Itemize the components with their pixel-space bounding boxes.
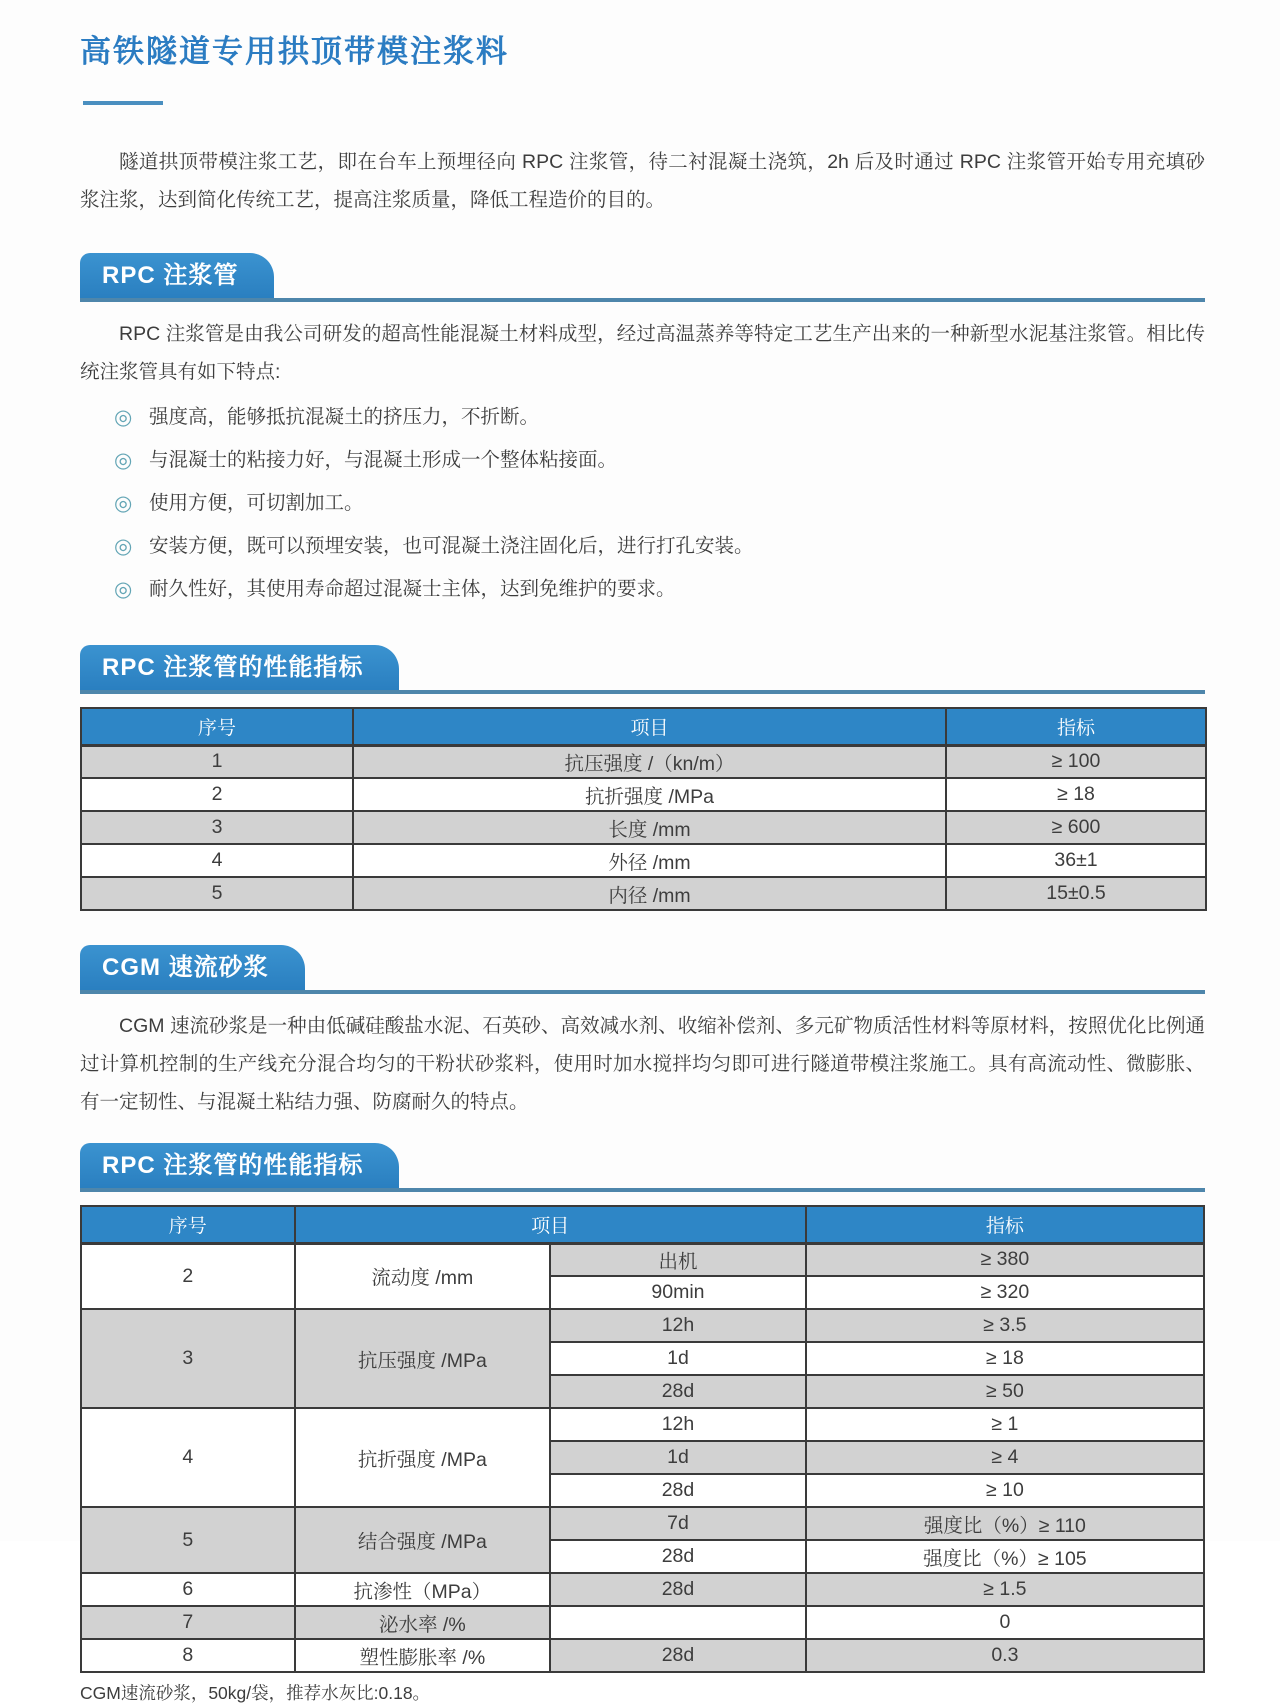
cell-seq: 7 (81, 1606, 295, 1639)
cell-value: ≥ 10 (806, 1474, 1204, 1507)
list-item (114, 568, 1205, 611)
column-header-value: 指标 (946, 708, 1206, 745)
cell-seq: 4 (81, 1408, 295, 1507)
table-row (81, 1309, 1204, 1342)
section-banner-cgm: CGM 速流砂浆 (80, 945, 305, 990)
section-banner-rpc-pipe: RPC 注浆管 (80, 253, 274, 298)
cell-item: 抗渗性（MPa） (295, 1573, 551, 1606)
section-rpc-pipe (80, 253, 1205, 302)
cell-condition: 出机 (550, 1243, 806, 1276)
cell-condition: 1d (550, 1342, 806, 1375)
cell-value: 强度比（%）≥ 105 (806, 1540, 1204, 1573)
table-header-row (81, 708, 1206, 745)
table-row (81, 1408, 1204, 1441)
cell-value: ≥ 18 (946, 778, 1206, 811)
cell-condition: 28d (550, 1540, 806, 1573)
table-row (81, 1606, 1204, 1639)
footnote: CGM速流砂浆，50kg/袋，推荐水灰比:0.18。 (80, 1683, 431, 1703)
list-item-text: 使用方便，可切割加工。 (149, 492, 364, 514)
section-cgm-performance (80, 1143, 1205, 1192)
cell-condition: 90min (550, 1276, 806, 1309)
cell-item: 流动度 /mm (295, 1243, 551, 1309)
cell-item: 抗折强度 /MPa (295, 1408, 551, 1507)
section-banner-cgm-performance: RPC 注浆管的性能指标 (80, 1143, 399, 1188)
list-item (114, 525, 1205, 568)
cell-item: 外径 /mm (353, 844, 946, 877)
cell-item: 抗折强度 /MPa (353, 778, 946, 811)
cell-item: 结合强度 /MPa (295, 1507, 551, 1573)
cell-condition: 12h (550, 1408, 806, 1441)
cell-seq: 1 (81, 745, 353, 778)
cell-condition: 7d (550, 1507, 806, 1540)
table-row (81, 877, 1206, 910)
list-item-text: 强度高，能够抵抗混凝土的挤压力，不折断。 (149, 406, 540, 428)
page-title: 高铁隧道专用拱顶带模注浆料 (80, 34, 509, 69)
cell-condition: 12h (550, 1309, 806, 1342)
section-cgm (80, 945, 1205, 994)
cell-value: 强度比（%）≥ 110 (806, 1507, 1204, 1540)
rpc-pipe-performance-table (80, 707, 1207, 911)
table-row (81, 844, 1206, 877)
cell-value: ≥ 4 (806, 1441, 1204, 1474)
table-row (81, 811, 1206, 844)
cell-value: ≥ 50 (806, 1375, 1204, 1408)
cgm-mortar-performance-table (80, 1205, 1205, 1673)
cell-value: ≥ 3.5 (806, 1309, 1204, 1342)
cell-item: 塑性膨胀率 /% (295, 1639, 551, 1672)
table-row (81, 1639, 1204, 1672)
section-banner-rpc-performance: RPC 注浆管的性能指标 (80, 645, 399, 690)
list-item (114, 439, 1205, 482)
cell-item: 抗压强度 /MPa (295, 1309, 551, 1408)
table-row (81, 1243, 1204, 1276)
cell-seq: 8 (81, 1639, 295, 1672)
cell-seq: 5 (81, 877, 353, 910)
cell-condition: 28d (550, 1474, 806, 1507)
cell-seq: 4 (81, 844, 353, 877)
table-row (81, 745, 1206, 778)
column-header-seq: 序号 (81, 1206, 295, 1243)
cell-value: ≥ 18 (806, 1342, 1204, 1375)
table-row (81, 1573, 1204, 1606)
cell-seq: 2 (81, 778, 353, 811)
cell-value: 0.3 (806, 1639, 1204, 1672)
cell-seq: 2 (81, 1243, 295, 1309)
table-row (81, 1507, 1204, 1540)
column-header-value: 指标 (806, 1206, 1204, 1243)
cell-value: ≥ 320 (806, 1276, 1204, 1309)
cell-seq: 5 (81, 1507, 295, 1573)
double-circle-bullet-icon: ◎ (114, 492, 133, 515)
cell-value: ≥ 100 (946, 745, 1206, 778)
list-item (114, 396, 1205, 439)
list-item-text: 耐久性好，其使用寿命超过混凝士主体，达到免维护的要求。 (149, 578, 676, 600)
cell-condition (550, 1606, 806, 1639)
rpc-feature-list (114, 396, 1205, 611)
double-circle-bullet-icon: ◎ (114, 578, 133, 601)
title-underline (83, 101, 163, 105)
list-item-text: 安装方便，既可以预埋安装，也可混凝土浇注固化后，进行打孔安装。 (149, 535, 754, 557)
cgm-description: CGM 速流砂浆是一种由低碱硅酸盐水泥、石英砂、高效减水剂、收缩补偿剂、多元矿物质活性材料等原材料，按照优化比例通过计算机控制的生产线充分混合均匀的干粉状砂浆料，使用时加水搅拌均匀即可进行隧道带模注浆施工。具有高流动性、微膨胀、有一定韧性、与混凝土粘结力强、防腐耐久的特点。 (80, 1015, 1205, 1113)
list-item (114, 482, 1205, 525)
double-circle-bullet-icon: ◎ (114, 449, 133, 472)
table-header-row (81, 1206, 1204, 1243)
cell-value: 0 (806, 1606, 1204, 1639)
rpc-pipe-description: RPC 注浆管是由我公司研发的超高性能混凝土材料成型，经过高温蒸养等特定工艺生产出来的一种新型水泥基注浆管。相比传统注浆管具有如下特点: (80, 323, 1205, 383)
cell-seq: 6 (81, 1573, 295, 1606)
cell-value: 15±0.5 (946, 877, 1206, 910)
table-row (81, 778, 1206, 811)
cell-seq: 3 (81, 811, 353, 844)
cell-condition: 1d (550, 1441, 806, 1474)
cell-value: ≥ 380 (806, 1243, 1204, 1276)
cell-value: 36±1 (946, 844, 1206, 877)
cell-item: 长度 /mm (353, 811, 946, 844)
cell-condition: 28d (550, 1573, 806, 1606)
cell-item: 内径 /mm (353, 877, 946, 910)
double-circle-bullet-icon: ◎ (114, 535, 133, 558)
cell-item: 泌水率 /% (295, 1606, 551, 1639)
column-header-item: 项目 (295, 1206, 806, 1243)
cell-seq: 3 (81, 1309, 295, 1408)
column-header-item: 项目 (353, 708, 946, 745)
intro-paragraph: 隧道拱顶带模注浆工艺，即在台车上预埋径向 RPC 注浆管，待二衬混凝土浇筑，2h 后及时通过 RPC 注浆管开始专用充填砂浆注浆，达到简化传统工艺，提高注浆质量，降低工程造价的目的。 (80, 151, 1205, 211)
cell-value: ≥ 600 (946, 811, 1206, 844)
cell-value: ≥ 1.5 (806, 1573, 1204, 1606)
cell-value: ≥ 1 (806, 1408, 1204, 1441)
column-header-seq: 序号 (81, 708, 353, 745)
section-rpc-performance (80, 645, 1205, 694)
cell-condition: 28d (550, 1639, 806, 1672)
list-item-text: 与混凝士的粘接力好，与混凝土形成一个整体粘接面。 (149, 449, 618, 471)
cell-condition: 28d (550, 1375, 806, 1408)
cell-item: 抗压强度 /（kn/m） (353, 745, 946, 778)
double-circle-bullet-icon: ◎ (114, 406, 133, 429)
